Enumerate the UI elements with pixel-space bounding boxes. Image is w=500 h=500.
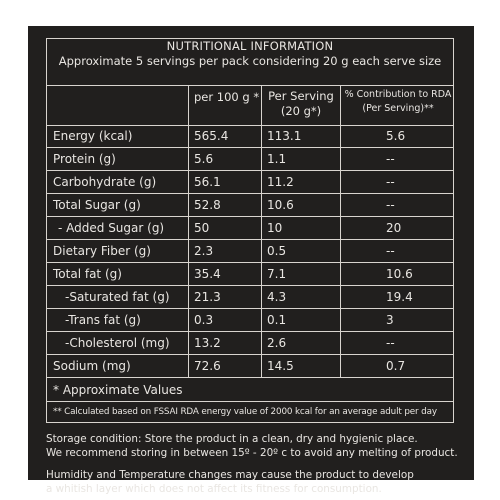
value-per-serving: 0.5 [261,240,340,262]
table-row [47,217,453,240]
value-rda: 10.6 [340,263,455,285]
header-per-100g: per 100 g * [188,85,261,125]
nutrient-name: Protein (g) [53,152,116,166]
value-per-100g: 50 [188,217,261,239]
value-per-100g: 2.3 [188,240,261,262]
rda-footnote: ** Calculated based on FSSAI RDA energy value of 2000 kcal for an average adult per day [53,407,437,417]
nutrition-table [46,38,454,423]
value-per-serving: 2.6 [261,332,340,354]
table-row [47,240,453,263]
header-rda-line2: (Per Serving)** [362,103,434,114]
value-per-serving: 10.6 [261,194,340,216]
value-per-100g: 35.4 [188,263,261,285]
column-header-row [47,85,453,126]
nutrient-name: Total Sugar (g) [53,198,141,212]
table-row [47,332,453,355]
value-per-serving: 11.2 [261,171,340,193]
value-rda: -- [340,332,455,354]
table-row [47,148,453,171]
value-per-100g: 5.6 [188,148,261,170]
value-per-serving: 1.1 [261,148,340,170]
value-rda: -- [340,171,455,193]
value-rda: -- [340,194,455,216]
nutrient-name: Total fat (g) [53,267,122,281]
value-per-serving: 4.3 [261,286,340,308]
humidity-line2: a whitish layer which does not affect its fitness for consumption. [46,483,382,495]
header-per-serving-line2: (20 g*) [280,104,322,118]
nutrient-name: -Saturated fat (g) [65,290,170,304]
table-row [47,125,453,148]
value-per-100g: 72.6 [188,355,261,377]
value-rda: -- [340,240,455,262]
value-rda: 19.4 [340,286,455,308]
value-rda: 20 [340,217,455,239]
value-per-serving: 7.1 [261,263,340,285]
table-row [47,286,453,309]
value-per-100g: 13.2 [188,332,261,354]
nutrient-name: -Trans fat (g) [65,313,141,327]
header-nutrient [47,85,188,125]
value-per-serving: 0.1 [261,309,340,331]
table-title: NUTRITIONAL INFORMATION [166,39,334,53]
table-title-row [47,39,453,86]
storage-line1: Storage condition: Store the product in a clean, dry and hygienic place. [46,433,418,445]
value-rda: -- [340,148,455,170]
header-rda-line1: % Contribution to RDA [344,89,452,100]
storage-line2: We recommend storing in between 15º - 20º c to avoid any melting of product. [46,447,458,459]
value-rda: 5.6 [340,125,455,147]
table-row [47,309,453,332]
value-per-serving: 14.5 [261,355,340,377]
value-per-100g: 565.4 [188,125,261,147]
header-rda [340,85,455,125]
header-per-serving [261,85,340,125]
value-per-serving: 10 [261,217,340,239]
table-subtitle: Approximate 5 servings per pack considering 20 g each serve size [58,54,442,68]
header-per-serving-line1: Per Serving [268,89,334,103]
table-row [47,171,453,194]
value-rda: 3 [340,309,455,331]
value-per-100g: 0.3 [188,309,261,331]
value-per-100g: 21.3 [188,286,261,308]
nutrient-name: Carbohydrate (g) [53,175,157,189]
table-row [47,355,453,378]
value-rda: 0.7 [340,355,455,377]
nutrient-name: Sodium (mg) [53,359,131,373]
table-row [47,263,453,286]
storage-condition [46,432,466,460]
value-per-100g: 56.1 [188,171,261,193]
nutrient-name: Energy (kcal) [53,129,133,143]
value-per-100g: 52.8 [188,194,261,216]
nutrient-name: -Cholesterol (mg) [65,336,170,350]
value-per-serving: 113.1 [261,125,340,147]
table-row [47,194,453,217]
nutrition-label-panel [28,26,474,495]
nutrient-name: - Added Sugar (g) [58,221,165,235]
approximate-values-note: * Approximate Values [47,378,453,402]
humidity-line1: Humidity and Temperature changes may cause the product to develop [46,469,414,481]
humidity-note [46,468,466,496]
nutrient-name: Dietary Fiber (g) [53,244,151,258]
